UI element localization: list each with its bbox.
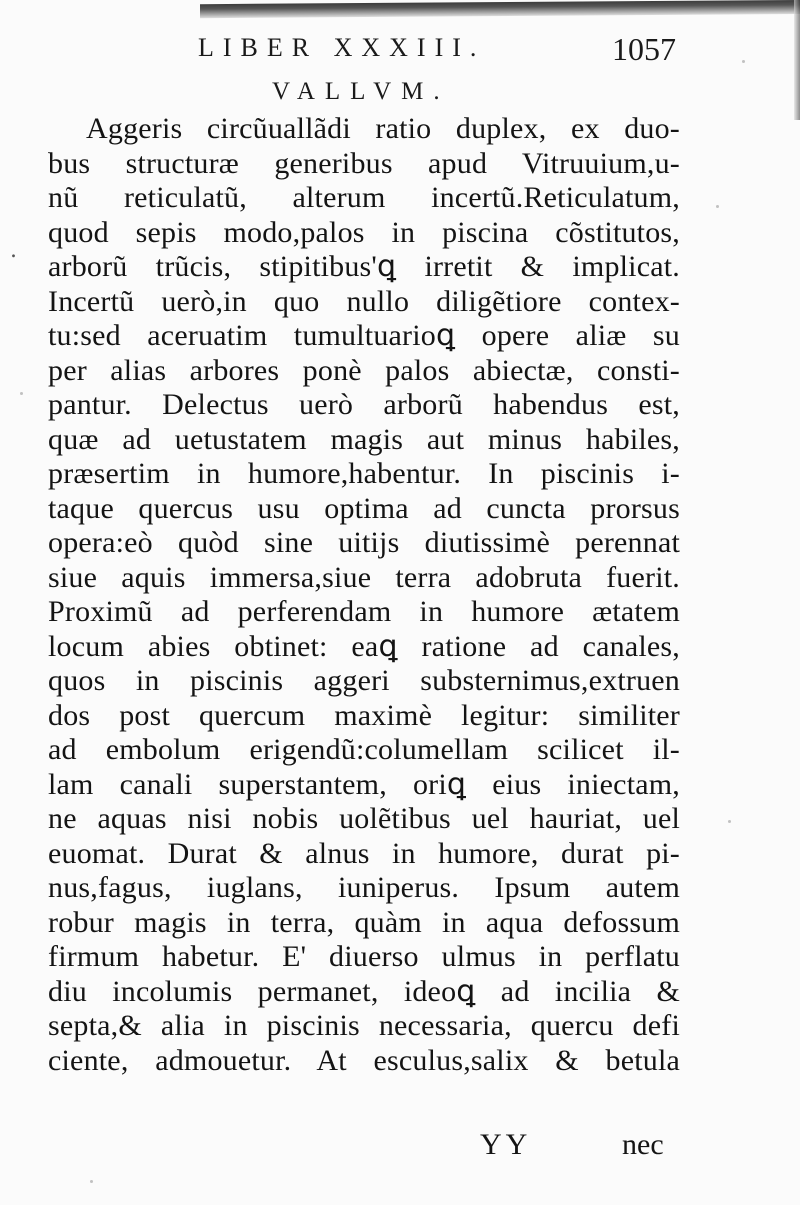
text-line: arborũ trũcis, stipitibus'ꝗ irretit & implicat. [48, 250, 680, 283]
text-line: lam canali superstantem, oriꝗ eius iniectam, [48, 767, 680, 801]
signature-mark: YY [480, 1128, 532, 1161]
text-line: quos in piscinis aggeri substernimus,extruen [48, 664, 680, 697]
text-line: Proximũ ad perferendam in humore ætatem [48, 595, 680, 628]
text-line: opera:eò quòd sine uitijs diutissimè perennat [48, 526, 680, 559]
text-line: ad embolum erigendũ:columellam scilicet il- [48, 733, 680, 766]
text-line: robur magis in terra, quàm in aqua defossum [48, 905, 680, 939]
paper-speck [716, 205, 719, 208]
text-line: pantur. Delectus uerò arborũ habendus est, [48, 388, 680, 421]
paper-speck [742, 60, 745, 63]
text-line: locum abies obtinet: eaꝗ ratione ad canales, [48, 629, 680, 663]
text-line: bus structuræ generibus apud Vitruuium,u- [48, 146, 680, 180]
text-line: tu:sed aceruatim tumultuarioꝗ opere aliæ su [48, 319, 680, 352]
paper-speck [728, 820, 731, 823]
page-header [0, 33, 800, 73]
text-line: Incertũ uerò,in quo nullo diligẽtiore contex- [48, 284, 680, 318]
paper-speck [90, 1180, 93, 1183]
text-line: per alias arbores ponè palos abiectæ, consti- [48, 353, 680, 387]
catchword: nec [622, 1128, 664, 1161]
page-footer [0, 1128, 800, 1168]
text-line: septa,& alia in piscinis necessaria, quercu defi [48, 1009, 680, 1042]
text-line: diu incolumis permanet, ideoꝗ ad incilia & [48, 974, 680, 1008]
text-line: præsertim in humore,habentur. In piscinis i- [48, 457, 680, 490]
text-line: Aggeris circũuallãdi ratio duplex, ex duo- [86, 112, 680, 145]
text-line: ne aquas nisi nobis uolẽtibus uel hauriat, uel [48, 802, 680, 835]
text-line: nũ reticulatũ, alterum incertũ.Reticulatum, [48, 181, 680, 214]
body-text [48, 112, 680, 1078]
scan-edge-shadow [200, 0, 800, 18]
paper-speck [20, 392, 23, 395]
section-heading: VALLVM. [272, 78, 450, 105]
text-line: taque quercus usu optima ad cuncta prorsus [48, 491, 680, 525]
text-line: ciente, admouetur. At esculus,salix & betula [48, 1043, 680, 1077]
text-line: quod sepis modo,palos in piscina cõstitutos, [48, 215, 680, 249]
text-line: nus,fagus, iuglans, iuniperus. Ipsum autem [48, 871, 680, 904]
page-number: 1057 [612, 31, 676, 67]
text-line: dos post quercum maximè legitur: similiter [48, 698, 680, 732]
text-line: firmum habetur. E' diuerso ulmus in perflatu [48, 940, 680, 973]
text-line: siue aquis immersa,siue terra adobruta fuerit. [48, 560, 680, 594]
text-line: quæ ad uetustatem magis aut minus habiles, [48, 422, 680, 456]
running-title: LIBER XXXIII. [198, 33, 486, 62]
margin-dot: . [10, 238, 17, 263]
text-line: euomat. Durat & alnus in humore, durat pi- [48, 836, 680, 870]
